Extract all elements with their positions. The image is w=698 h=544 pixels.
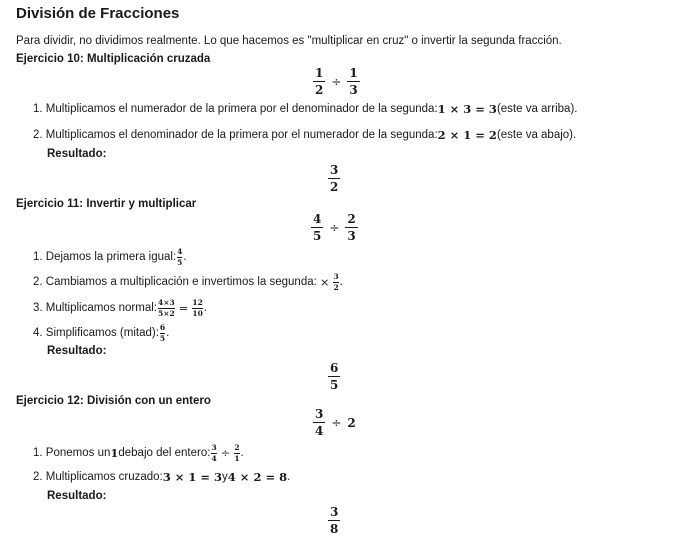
exercise-10-step-1: 1. Multiplicamos el numerador de la primera por el denominador de la segunda: 1 × 3 = 3 (este va arriba). xyxy=(33,102,578,116)
exercise-12-step-1: 1. Ponemos un 1 debajo del entero: $\frac{3}{4}$ ÷ $\frac{2}{1}$ . xyxy=(33,443,244,463)
exercise-10-result-label: Resultado: xyxy=(47,148,107,160)
exercise-11-step-3: 3. Multiplicamos normal: $\frac{4\times 3}{5\times 2}$ = $\frac{12}{10}$ . xyxy=(33,298,207,318)
exercise-11-result-label: Resultado: xyxy=(47,345,107,357)
page-title: División de Fracciones xyxy=(16,5,180,22)
exercise-11-expression xyxy=(311,213,358,242)
exercise-12-expression xyxy=(313,408,356,437)
exercise-11-heading: Ejercicio 11: Invertir y multiplicar xyxy=(16,198,197,210)
divide-operator: ÷ xyxy=(331,415,342,430)
exercise-11-step-2: 2. Cambiamos a multiplicación e invertimos la segunda: × $\frac{3}{2}$ . xyxy=(33,272,343,292)
integer: 2 xyxy=(347,415,356,430)
fraction: $\frac{3}{4}$ xyxy=(315,407,324,438)
exercise-10-step-2: 2. Multiplicamos el denominador de la primera por el numerador de la segunda: 2 × 1 = 2 (este va abajo). xyxy=(33,128,577,142)
fraction: $\frac{1}{3}$ xyxy=(349,66,358,97)
fraction: $\frac{4}{5}$ xyxy=(313,212,322,243)
exercise-11-step-4: 4. Simplificamos (mitad): $\frac{6}{5}$ . xyxy=(33,323,170,343)
fraction: $\frac{2}{3}$ xyxy=(347,212,356,243)
exercise-10-expression xyxy=(313,67,360,96)
divide-operator: ÷ xyxy=(329,220,340,235)
fraction: $\frac{1}{2}$ xyxy=(315,66,324,97)
exercise-11-result: $\frac{6}{5}$ xyxy=(330,361,339,392)
exercise-12-result: $\frac{3}{8}$ xyxy=(330,505,339,536)
exercise-12-heading: Ejercicio 12: División con un entero xyxy=(16,395,211,407)
exercise-10-heading: Ejercicio 10: Multiplicación cruzada xyxy=(16,53,211,65)
intro-text: Para dividir, no dividimos realmente. Lo que hacemos es "multiplicar en cruz" o invertir la segunda fracción. xyxy=(16,35,562,47)
exercise-10-result: $\frac{3}{2}$ xyxy=(330,163,339,194)
exercise-12-step-2: 2. Multiplicamos cruzado: 3 × 1 = 3 y 4 × 2 = 8 . xyxy=(33,470,291,484)
divide-operator: ÷ xyxy=(331,74,342,89)
exercise-11-step-1: 1. Dejamos la primera igual: $\frac{4}{5}$ . xyxy=(33,247,187,267)
exercise-12-result-label: Resultado: xyxy=(47,490,107,502)
